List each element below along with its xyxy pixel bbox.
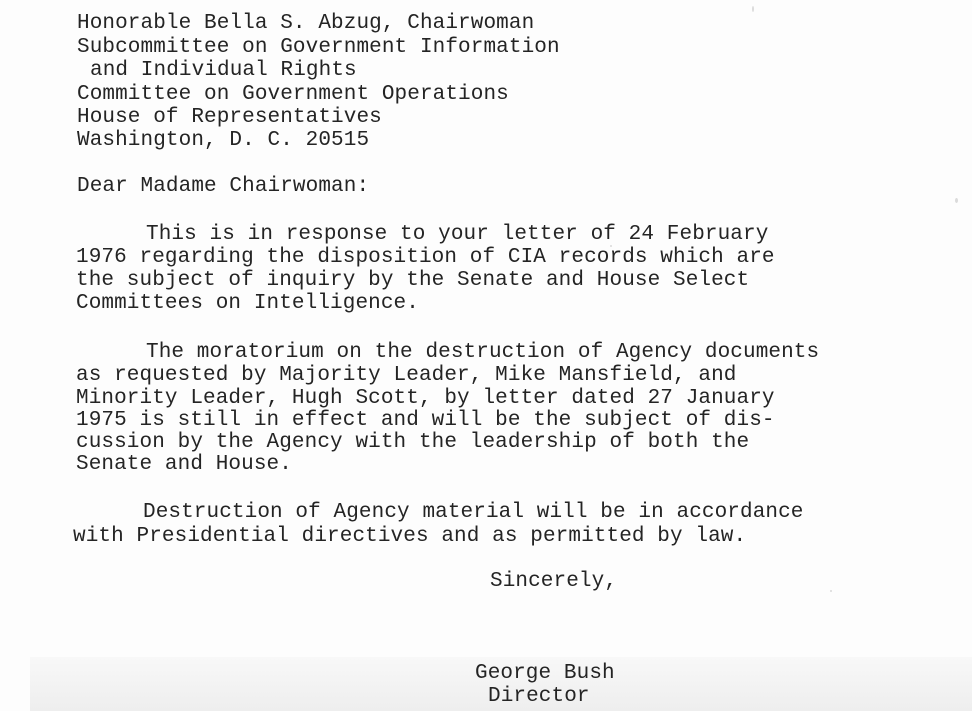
scan-speck xyxy=(955,198,958,203)
address-line: Subcommittee on Government Information xyxy=(77,36,560,59)
paragraph-line: 1975 is still in effect and will be the subject of dis- xyxy=(76,409,775,432)
paragraph-line: with Presidential directives and as permitted by law. xyxy=(73,525,747,548)
address-line: and Individual Rights xyxy=(90,59,357,82)
address-line: Committee on Government Operations xyxy=(77,83,509,106)
salutation: Dear Madame Chairwoman: xyxy=(77,175,370,198)
closing: Sincerely, xyxy=(490,570,618,593)
paragraph-line: cussion by the Agency with the leadership of both the xyxy=(76,431,750,454)
paragraph-line: Destruction of Agency material will be in accordance xyxy=(143,501,804,524)
signer-name: George Bush xyxy=(475,662,615,685)
paragraph-line: Minority Leader, Hugh Scott, by letter dated 27 January xyxy=(76,387,775,410)
paragraph-line: as requested by Majority Leader, Mike Mansfield, and xyxy=(76,364,737,387)
paragraph-line: This is in response to your letter of 24 February xyxy=(146,223,769,246)
paragraph-line: Senate and House. xyxy=(76,453,292,476)
address-line: Washington, D. C. 20515 xyxy=(77,129,370,152)
paragraph-line: The moratorium on the destruction of Agency documents xyxy=(146,341,820,364)
signer-title: Director xyxy=(488,685,590,708)
address-line: Honorable Bella S. Abzug, Chairwoman xyxy=(77,12,535,35)
paragraph-line: 1976 regarding the disposition of CIA records which are xyxy=(76,246,775,269)
address-line: House of Representatives xyxy=(77,106,382,129)
paragraph-line: the subject of inquiry by the Senate and House Select xyxy=(76,269,750,292)
paragraph-line: Committees on Intelligence. xyxy=(76,292,419,315)
scan-speck xyxy=(830,590,832,592)
scan-speck xyxy=(752,6,754,12)
